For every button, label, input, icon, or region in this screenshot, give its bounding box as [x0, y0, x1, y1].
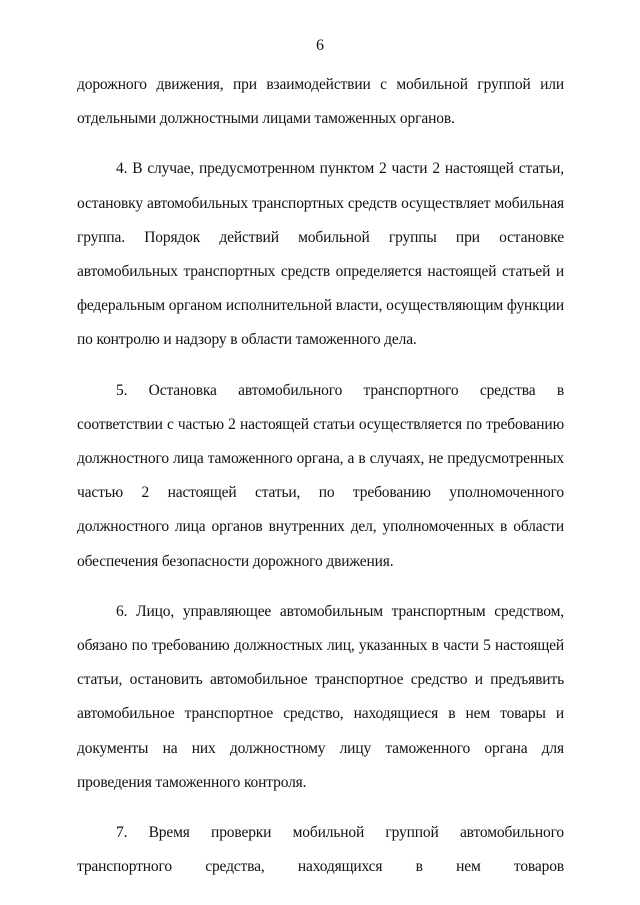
paragraph-item-6: 6. Лицо, управляющее автомобильным транспортным средством, обязано по требованию должностных лиц, указанных в части 5 настоящей статьи, остановить автомобильное транспортное средство и предъявить автомобильное транспортное средство, находящиеся в нем товары и документы на них должностному лицу таможенного органа для проведения таможенного контроля. — [77, 602, 564, 791]
page-number: 6 — [316, 37, 324, 54]
paragraph-item-7: 7. Время проверки мобильной группой автомобильного транспортного средства, находящихся в нем товаров — [77, 824, 564, 876]
paragraph-continuation: дорожного движения, при взаимодействии с мобильной группой или отдельными должностными лицами таможенных органов. — [77, 76, 564, 128]
paragraph-item-4: 4. В случае, предусмотренном пунктом 2 части 2 настоящей статьи, остановку автомобильных транспортных средств осуществляет мобильная группа. Порядок действий мобильной группы при остановке автомобильных транспортных средств определяется настоящей статьей и федеральным органом исполнительной власти, осуществляющим функции по контролю и надзору в области таможенного дела. — [77, 160, 564, 349]
document-body — [77, 68, 564, 884]
paragraph-item-5: 5. Остановка автомобильного транспортного средства в соответствии с частью 2 настоящей статьи осуществляется по требованию должностного лица таможенного органа, а в случаях, не предусмотренных частью 2 настоящей статьи, по требованию уполномоченного должностного лица органов внутренних дел, уполномоченных в области обеспечения безопасности дорожного движения. — [77, 381, 564, 570]
